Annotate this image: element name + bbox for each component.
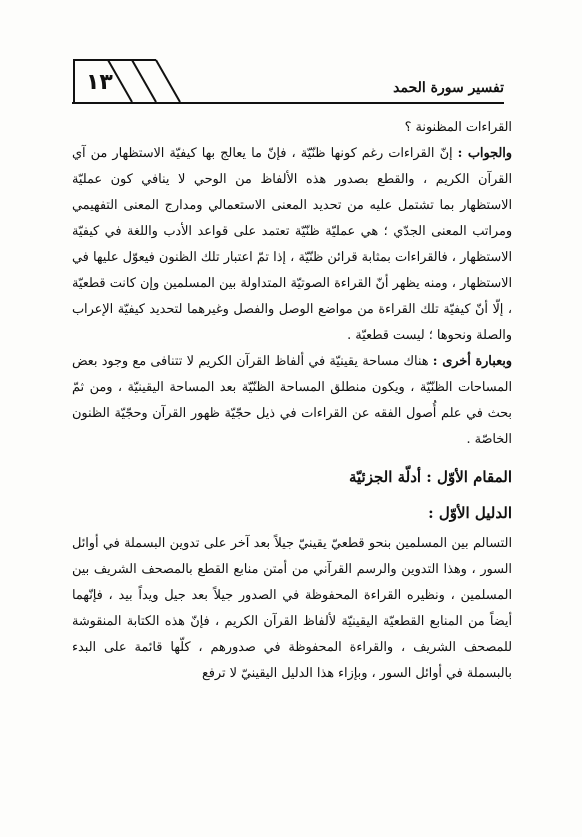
paragraph-text: هناك مساحة يقينيّة في ألفاظ القرآن الكريم لا تتنافى مع وجود بعض المساحات الظنّيّة ، ويكون منطلق المساحة الظنّيّة بعد المساحة اليقينيّة ، ومن ثمّ بحث في علم أُصول الفقه عن القراءات في ذيل حجّيّة ظهور القرآن وحجّيّة الظنون الخاصّة . <box>72 354 512 447</box>
paragraph-lead: وبعبارة أخرى : <box>432 354 512 369</box>
header-rule <box>72 102 504 104</box>
subsection-heading: الدليل الأوّل : <box>428 504 512 522</box>
paragraph <box>72 349 512 453</box>
paragraph <box>72 115 512 141</box>
section-heading: المقام الأوّل : أدلّة الجزئيّة <box>348 468 512 486</box>
running-title: تفسير سورة الحمد <box>393 80 504 96</box>
paragraph-lead: والجواب : <box>457 146 512 161</box>
page-number-frame <box>72 58 192 102</box>
page-number: ١٣ <box>86 70 113 95</box>
page-header <box>72 58 504 104</box>
paragraph <box>72 141 512 349</box>
paragraph-text: إنّ القراءات رغم كونها ظنّيّة ، فإنّ ما يعالج بها كيفيّة الاستظهار من آي القرآن الكريم ، والقطع بصدور هذه الألفاظ من الوحي لا ينافي كون عمليّة الاستظهار بما تشتمل عليه من تحديد المعنى الاستعمالي ومدارج المعنى التفهيمي ومراتب المعنى الجدّي ؛ هي عمليّة ظنّيّة تعتمد على قواعد الأدب واللغة في كيفيّة الاستظهار ، فالقراءات بمثابة قرائن ظنّيّة ، إذا تمّ اعتبار تلك الظنون فيعوّل عليها في الاستظهار ، ومنه يظهر أنّ القراءة الصوتيّة المتداولة بين المسلمين وإن كانت قطعيّة ، إلّا أنّ كيفيّة تلك القراءة من مواضع الوصل والفصل وغيرهما لتحديد كيفيّة الإعراب والصلة ونحوها ؛ ليست قطعيّة . <box>72 146 512 343</box>
page-body <box>72 115 512 687</box>
paragraph-text: القراءات المظنونة ؟ <box>404 120 512 135</box>
closing-paragraph: التسالم بين المسلمين بنحو قطعيّ يقينيّ جيلاً بعد آخر على تدوين البسملة في أوائل السور ، وهذا التدوين والرسم القرآني من أمتن منابع القطع بالمصحف الشريف بين المسلمين ، ونظيره القراءة المحفوظة في الصدور جيلاً بعد جيل ويداً بيد ، فإنّهما أيضاً من المنابع القطعيّة اليقينيّة لألفاظ القرآن الكريم ، فإنّ هذه الكتابة المنقوشة للمصحف الشريف ، والقراءة المحفوظة في صدورهم ، كلّها قائمة على البدء بالبسملة في أوائل السور ، وبإزاء هذا الدليل اليقينيّ لا ترفع <box>72 536 512 681</box>
